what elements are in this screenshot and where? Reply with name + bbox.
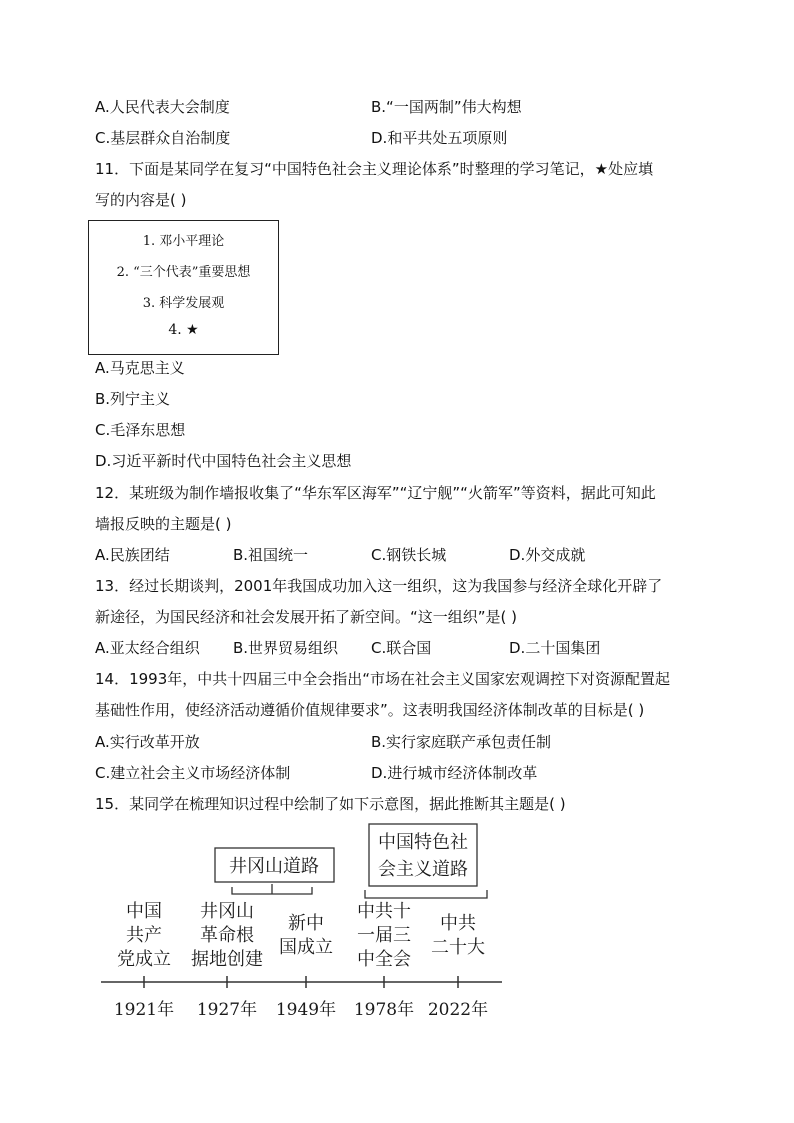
q10-option-a[interactable]: A.人民代表大会制度 [95, 98, 230, 116]
q11-option-b[interactable]: B.列宁主义 [95, 390, 171, 408]
q12-option-a[interactable]: A.民族团结 [95, 546, 170, 564]
year-1949: 1949年 [275, 1000, 337, 1020]
event-2-line3: 据地创建 [191, 949, 263, 970]
q12-option-c[interactable]: C.钢铁长城 [371, 546, 447, 564]
q12-stem-line1: 12．某班级为制作墙报收集了“华东军区海军”“辽宁舰”“火箭军”等资料，据此可知此 [95, 484, 656, 502]
event-4-line3: 中全会 [357, 949, 411, 970]
q12-stem-line2: 墙报反映的主题是( ) [95, 515, 232, 533]
box2-label-line2: 会主义道路 [378, 859, 468, 880]
year-1921: 1921年 [113, 1000, 175, 1020]
q14-option-c[interactable]: C.建立社会主义市场经济体制 [95, 764, 291, 782]
year-2022: 2022年 [427, 1000, 489, 1020]
q11-option-a[interactable]: A.马克思主义 [95, 359, 185, 377]
q14-option-b[interactable]: B.实行家庭联产承包责任制 [371, 733, 552, 751]
q10-option-c[interactable]: C.基层群众自治制度 [95, 129, 231, 147]
note-item-2: 2. “三个代表”重要思想 [116, 265, 251, 280]
event-2-line1: 井冈山 [200, 901, 254, 922]
bracket-1 [232, 884, 312, 894]
event-1-line3: 党成立 [117, 949, 171, 970]
q13-option-d[interactable]: D.二十国集团 [509, 639, 601, 657]
event-4-line1: 中共十 [357, 901, 411, 922]
box1-label: 井冈山道路 [229, 856, 319, 877]
note-item-4: 4. ★ [168, 322, 199, 338]
year-1927: 1927年 [196, 1000, 258, 1020]
q11-stem-line1: 11．下面是某同学在复习“中国特色社会主义理论体系”时整理的学习笔记，★处应填 [95, 160, 654, 178]
q13-option-b[interactable]: B.世界贸易组织 [233, 639, 339, 657]
event-5-line2: 二十大 [431, 937, 485, 958]
q13-option-a[interactable]: A.亚太经合组织 [95, 639, 200, 657]
q14-stem-line1: 14．1993年，中共十四届三中全会指出“市场在社会主义国家宏观调控下对资源配置起 [95, 670, 671, 688]
year-1978: 1978年 [353, 1000, 415, 1020]
q14-option-a[interactable]: A.实行改革开放 [95, 733, 200, 751]
event-1-line2: 共产 [126, 925, 162, 946]
event-4-line2: 一届三 [357, 925, 411, 946]
note-item-1: 1. 邓小平理论 [142, 234, 225, 249]
event-3-line1: 新中 [288, 913, 324, 934]
timeline-diagram [97, 822, 517, 1027]
bracket-2 [365, 890, 487, 898]
q11-option-d[interactable]: D.习近平新时代中国特色社会主义思想 [95, 452, 352, 470]
q12-option-d[interactable]: D.外交成就 [509, 546, 586, 564]
q13-option-c[interactable]: C.联合国 [371, 639, 432, 657]
q10-option-b[interactable]: B.“一国两制”伟大构想 [371, 98, 522, 116]
q11-option-c[interactable]: C.毛泽东思想 [95, 421, 186, 439]
event-3-line2: 国成立 [279, 937, 333, 958]
note-item-3: 3. 科学发展观 [142, 296, 225, 311]
q11-note-box [88, 220, 279, 355]
q13-stem-line2: 新途径，为国民经济和社会发展开拓了新空间。“这一组织”是( ) [95, 608, 518, 626]
q14-stem-line2: 基础性作用，使经济活动遵循价值规律要求”。这表明我国经济体制改革的目标是( ) [95, 701, 645, 719]
q14-option-d[interactable]: D.进行城市经济体制改革 [371, 764, 538, 782]
q10-option-d[interactable]: D.和平共处五项原则 [371, 129, 508, 147]
q15-stem: 15．某同学在梳理知识过程中绘制了如下示意图，据此推断其主题是( ) [95, 795, 566, 813]
box2-label-line1: 中国特色社 [378, 832, 468, 853]
q13-stem-line1: 13．经过长期谈判，2001年我国成功加入这一组织，这为我国参与经济全球化开辟了 [95, 577, 663, 595]
q12-option-b[interactable]: B.祖国统一 [233, 546, 309, 564]
event-1-line1: 中国 [126, 901, 162, 922]
q11-stem-line2: 写的内容是( ) [95, 191, 187, 209]
event-2-line2: 革命根 [200, 925, 254, 946]
event-5-line1: 中共 [440, 913, 476, 934]
